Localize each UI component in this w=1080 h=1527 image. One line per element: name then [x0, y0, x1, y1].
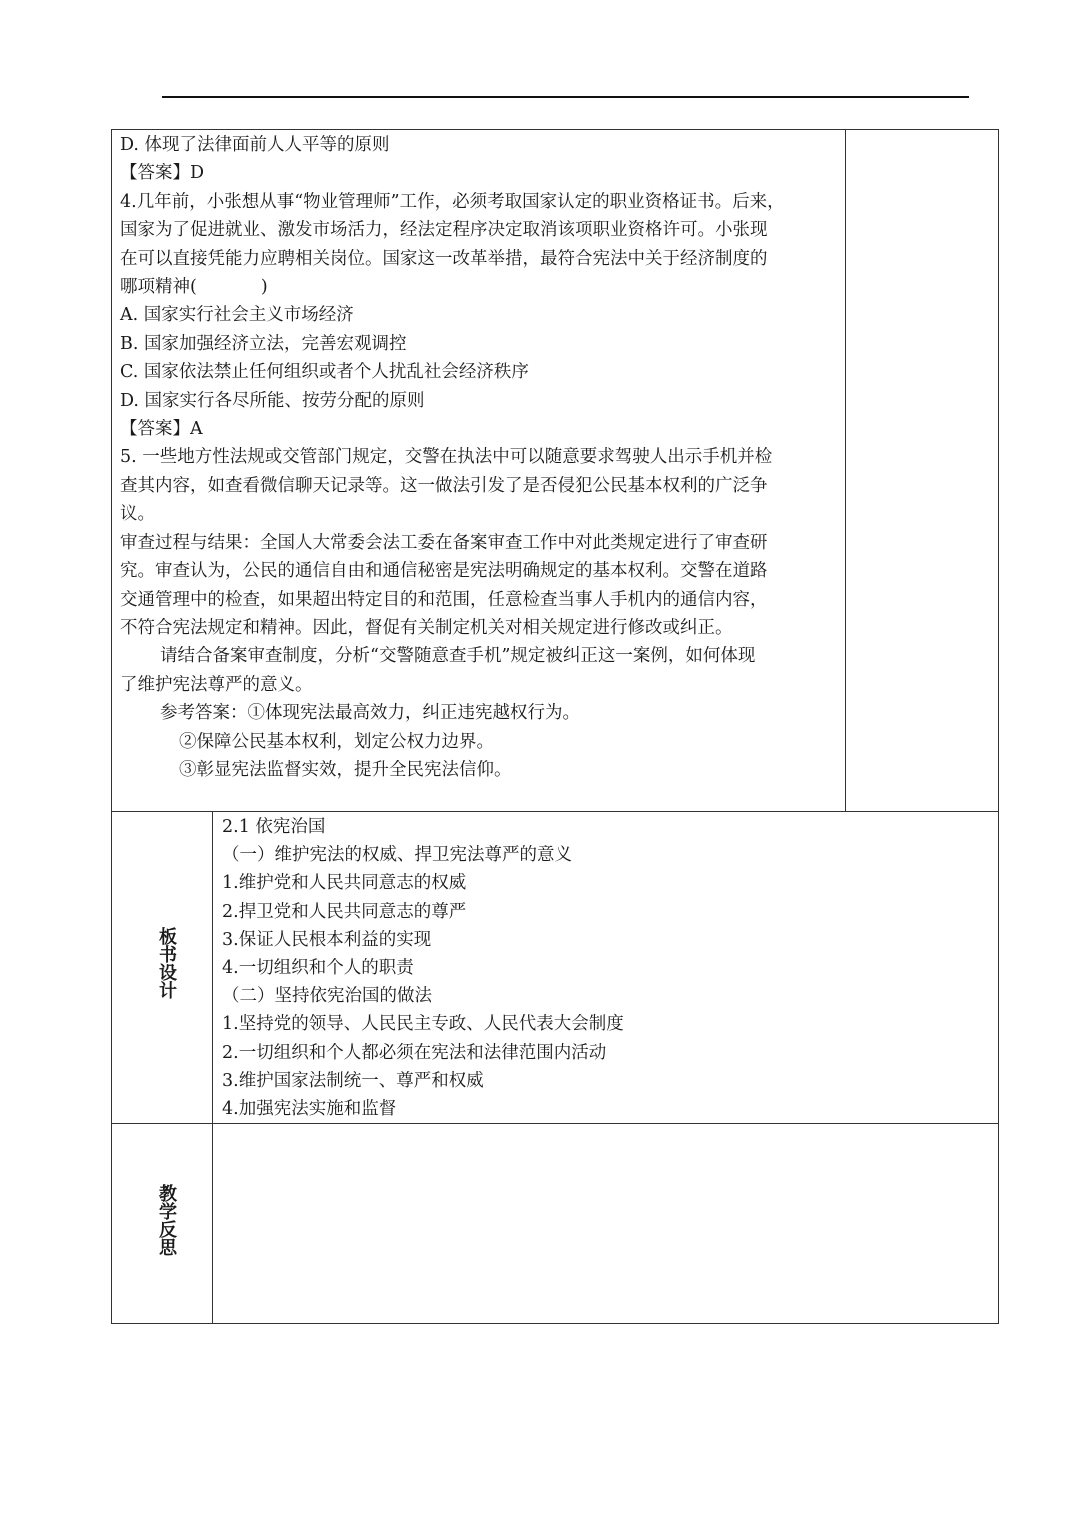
board-item: 3.维护国家法制统一、尊严和权威: [222, 1070, 484, 1091]
reference-answer-1: 参考答案：①体现宪法最高效力，纠正违宪越权行为。: [160, 703, 580, 724]
board-item: 1.坚持党的领导、人民民主专政、人民代表大会制度: [222, 1014, 624, 1035]
review-line-1: 审查过程与结果：全国人大常委会法工委在备案审查工作中对此类规定进行了审查研: [120, 532, 768, 553]
answer-q4: 【答案】A: [120, 419, 203, 440]
answer-q3: 【答案】D: [120, 163, 205, 184]
reflection-cell: [212, 1123, 999, 1324]
board-title: 2.1 依宪治国: [222, 817, 326, 837]
option-d-q4: D. 国家实行各尽所能、按劳分配的原则: [120, 390, 425, 411]
board-item: 1.维护党和人民共同意志的权威: [222, 873, 467, 894]
question-text: [120, 131, 840, 784]
teaching-reflection-label: 教学反思: [156, 1184, 177, 1256]
board-item: 4.加强宪法实施和监督: [222, 1099, 397, 1120]
q4-line-2: 国家为了促进就业、激发市场活力，经法定程序决定取消该项职业资格许可。小张现: [120, 220, 768, 241]
board-item: 2.一切组织和个人都必须在宪法和法律范围内活动: [222, 1042, 607, 1063]
board-section-1: （一）维护宪法的权威、捍卫宪法尊严的意义: [222, 845, 572, 866]
option-a-q4: A. 国家实行社会主义市场经济: [120, 305, 354, 326]
board-design-content: [222, 813, 982, 1123]
task-line-2: 了维护宪法尊严的意义。: [120, 674, 313, 695]
q4-line-4: 哪项精神( ): [120, 277, 268, 298]
q5-line-2: 查其内容，如查看微信聊天记录等。这一做法引发了是否侵犯公民基本权利的广泛争: [120, 475, 768, 496]
q4-line-3: 在可以直接凭能力应聘相关岗位。国家这一改革举措，最符合宪法中关于经济制度的: [120, 248, 768, 269]
header-rule: [162, 96, 969, 98]
review-line-3: 交通管理中的检查，如果超出特定目的和范围，任意检查当事人手机内的通信内容，: [120, 589, 768, 610]
board-item: 3.保证人民根本利益的实现: [222, 929, 432, 950]
review-line-2: 究。审查认为，公民的通信自由和通信秘密是宪法明确规定的基本权利。交警在道路: [120, 561, 768, 582]
option-c-q4: C. 国家依法禁止任何组织或者个人扰乱社会经济秩序: [120, 362, 529, 383]
board-item: 4.一切组织和个人的职责: [222, 958, 414, 979]
option-d-q3: D. 体现了法律面前人人平等的原则: [120, 135, 390, 155]
board-design-label: 板书设计: [156, 927, 177, 999]
q5-line-3: 议。: [120, 504, 155, 525]
q5-line-1: 5. 一些地方性法规或交管部门规定，交警在执法中可以随意要求驾驶人出示手机并检: [120, 447, 773, 468]
board-section-2: （二）坚持依宪治国的做法: [222, 986, 432, 1007]
notes-cell: [845, 129, 999, 812]
reference-answer-3: ③彰显宪法监督实效，提升全民宪法信仰。: [179, 759, 512, 780]
review-line-4: 不符合宪法规定和精神。因此，督促有关制定机关对相关规定进行修改或纠正。: [120, 617, 733, 638]
board-item: 2.捍卫党和人民共同意志的尊严: [222, 901, 467, 922]
task-line-1: 请结合备案审查制度，分析“交警随意查手机”规定被纠正这一案例，如何体现: [160, 646, 756, 667]
option-b-q4: B. 国家加强经济立法，完善宏观调控: [120, 333, 407, 354]
q4-line-1: 4.几年前，小张想从事“物业管理师”工作，必须考取国家认定的职业资格证书。后来，: [120, 191, 785, 212]
reference-answer-2: ②保障公民基本权利，划定公权力边界。: [179, 731, 494, 752]
